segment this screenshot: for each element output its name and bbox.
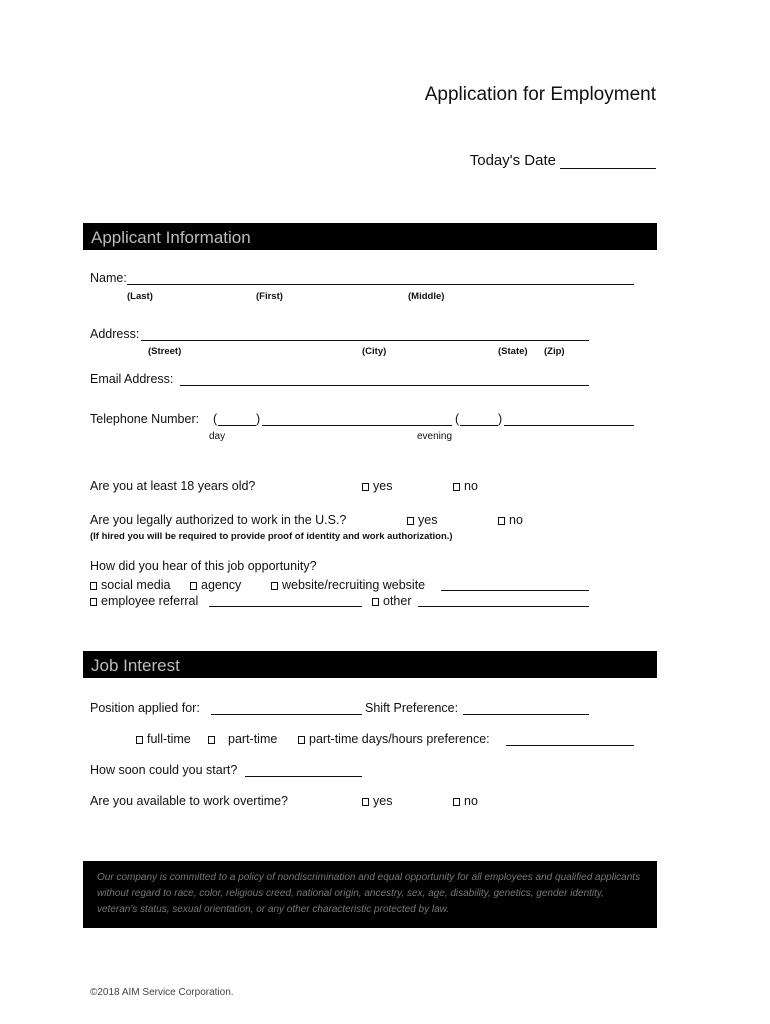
overtime-no-checkbox[interactable] [453,798,460,806]
email-label: Email Address: [90,372,174,386]
full-time-checkbox[interactable] [136,736,143,744]
part-time-days-label: part-time days/hours preference: [309,732,490,746]
address-sub-street: (Street) [148,346,182,357]
full-time-label: full-time [147,732,191,746]
email-field[interactable] [180,385,589,386]
overtime-yes-label: yes [373,794,393,808]
shift-field[interactable] [463,714,589,715]
evening-area-code-field[interactable] [460,425,498,426]
name-sub-last: (Last) [127,291,153,302]
referral-field[interactable] [209,606,362,607]
auth-yes-checkbox[interactable] [407,517,414,525]
phone-sub-day: day [209,431,226,442]
evening-area-open-paren: ( [455,412,460,426]
website-checkbox[interactable] [271,582,278,590]
form-title: Application for Employment [424,84,656,105]
position-field[interactable] [211,714,362,715]
day-area-code-field[interactable] [218,425,256,426]
age-no-label: no [464,479,478,493]
source-website-option[interactable] [271,578,425,592]
address-sub-city: (City) [362,346,387,357]
part-time-label: part-time [228,732,278,746]
overtime-question: Are you available to work overtime? [90,794,289,808]
job-source-question: How did you hear of this job opportunity? [90,559,317,573]
name-label: Name: [90,271,127,285]
website-field[interactable] [441,590,589,591]
applicant-information-header: Applicant Information [83,223,657,250]
auth-no-checkbox[interactable] [498,517,505,525]
address-label: Address: [90,327,140,341]
full-time-option[interactable] [136,732,191,746]
name-sub-middle: (Middle) [408,291,445,302]
referral-checkbox[interactable] [90,598,97,606]
address-field[interactable] [141,340,589,341]
todays-date-label: Today's Date [469,152,556,169]
source-other-option[interactable] [372,594,412,608]
overtime-no-label: no [464,794,478,808]
source-social-media-option[interactable] [90,578,170,592]
day-phone-field[interactable] [262,425,452,426]
shift-label: Shift Preference: [365,701,459,715]
part-time-days-field[interactable] [506,745,634,746]
start-label: How soon could you start? [90,763,238,777]
day-area-open-paren: ( [213,412,218,426]
name-field[interactable] [127,284,634,285]
address-sub-state: (State) [498,346,528,357]
copyright-footer: ©2018 AIM Service Corporation. [90,987,234,998]
referral-label: employee referral [101,594,199,608]
evening-area-close-paren: ) [498,412,503,426]
age-yes-label: yes [373,479,393,493]
age-yes-option[interactable] [362,479,392,493]
part-time-days-option[interactable] [298,732,490,746]
eeo-notice: Our company is committed to a policy of nondiscrimination and equal opportunity for all employees and qualified applicants without regard to race, color, religious creed, national origin, ancestry, sex, age, disability, genetics, gender identity, veteran's status, sexual orientation, or any other characteristic protected by law. [83,861,657,928]
source-agency-option[interactable] [190,578,241,592]
start-field[interactable] [245,776,362,777]
todays-date-field[interactable] [560,154,656,169]
auth-yes-option[interactable] [407,513,437,527]
day-area-close-paren: ) [256,412,261,426]
authorization-question: Are you legally authorized to work in the U.S.? [90,513,347,527]
evening-phone-field[interactable] [504,425,634,426]
part-time-option[interactable] [208,732,277,746]
position-label: Position applied for: [90,701,200,715]
name-sub-first: (First) [256,291,283,302]
website-label: website/recruiting website [282,578,426,592]
age-no-option[interactable] [453,479,478,493]
address-sub-zip: (Zip) [544,346,565,357]
auth-no-option[interactable] [498,513,523,527]
social-media-label: social media [101,578,171,592]
auth-yes-label: yes [418,513,438,527]
overtime-yes-option[interactable] [362,794,392,808]
part-time-checkbox[interactable] [208,736,215,744]
part-time-days-checkbox[interactable] [298,736,305,744]
other-field[interactable] [418,606,589,607]
age-yes-checkbox[interactable] [362,483,369,491]
todays-date-row [470,152,656,169]
source-referral-option[interactable] [90,594,198,608]
other-label: other [383,594,412,608]
overtime-no-option[interactable] [453,794,478,808]
agency-checkbox[interactable] [190,582,197,590]
other-checkbox[interactable] [372,598,379,606]
age-no-checkbox[interactable] [453,483,460,491]
phone-sub-evening: evening [417,431,453,442]
agency-label: agency [201,578,242,592]
age-question: Are you at least 18 years old? [90,479,256,493]
auth-no-label: no [509,513,523,527]
job-interest-header: Job Interest [83,651,657,678]
social-media-checkbox[interactable] [90,582,97,590]
overtime-yes-checkbox[interactable] [362,798,369,806]
telephone-label: Telephone Number: [90,412,200,426]
authorization-note: (If hired you will be required to provide proof of identity and work authorization.) [90,531,453,542]
